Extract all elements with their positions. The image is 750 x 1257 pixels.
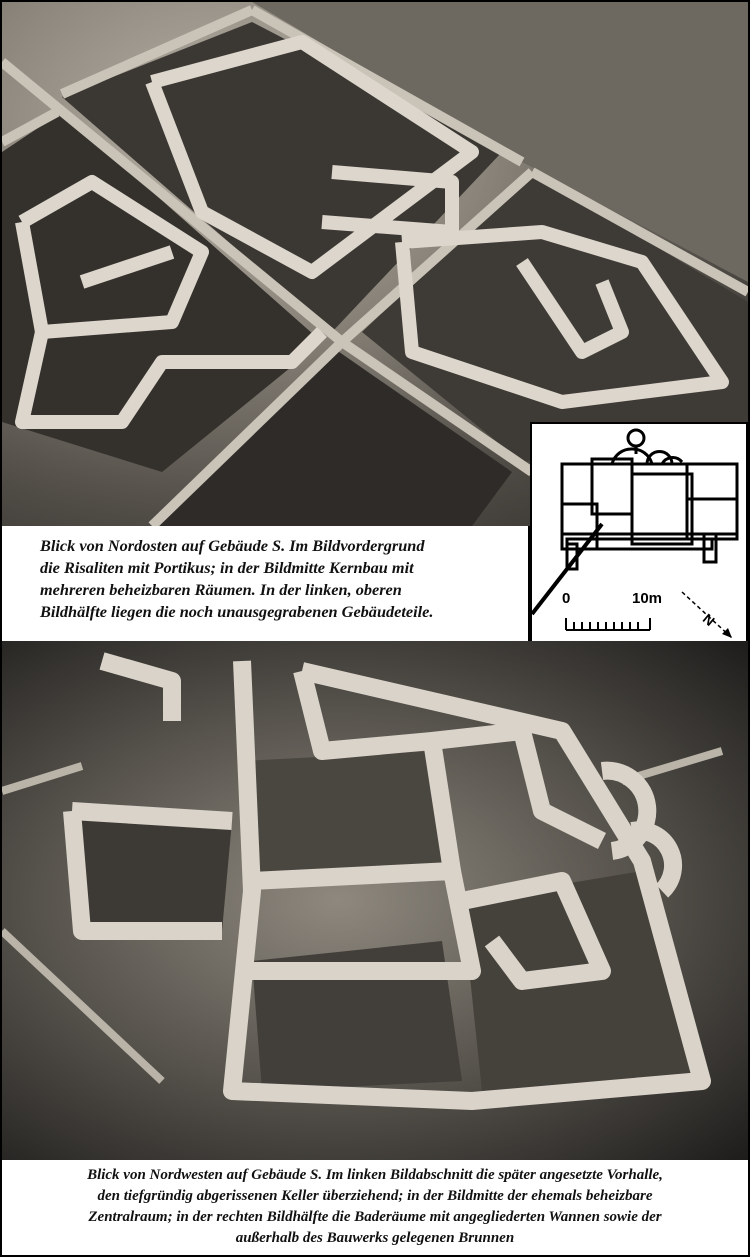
north-arrow-letter: N (699, 610, 718, 630)
scale-start-label: 0 (562, 590, 571, 607)
caption-line: Blick von Nordosten auf Gebäude S. Im Bildvordergrund (40, 536, 425, 555)
excavation-photo-northwest (2, 641, 748, 1160)
caption-northeast-view (2, 526, 528, 641)
caption-line: die Risaliten mit Portikus; in der Bildmitte Kernbau mit (40, 558, 414, 577)
caption-line: Zentralraum; in der rechten Bildhälfte die Baderäume mit angegliederten Wannen sowie der (88, 1209, 662, 1225)
room-floor-central (242, 751, 452, 881)
caption-line: den tiefgründig abgerissenen Keller überziehend; in der Bildmitte der ehemals beheizbare (97, 1188, 653, 1204)
scale-end-label: 10m (632, 590, 663, 607)
room-floor-left (72, 811, 232, 931)
caption-line: Blick von Nordwesten auf Gebäude S. Im linken Bildabschnitt die später angesetzte Vorhalle, (87, 1167, 663, 1183)
site-plan-drawing (532, 424, 746, 646)
excavation-photo-northwest-drawing (2, 641, 748, 1160)
caption-northwest-view (2, 1160, 748, 1255)
caption-line: Bildhälfte liegen die noch unausgegrabenen Gebäudeteile. (40, 602, 434, 621)
caption-line: mehreren beheizbaren Räumen. In der linken, oberen (40, 580, 402, 599)
scale-bar (566, 618, 650, 630)
caption-line: außerhalb des Bauwerks gelegenen Brunnen (235, 1230, 515, 1246)
site-plan-inset (530, 422, 748, 648)
building-outline (562, 430, 737, 569)
